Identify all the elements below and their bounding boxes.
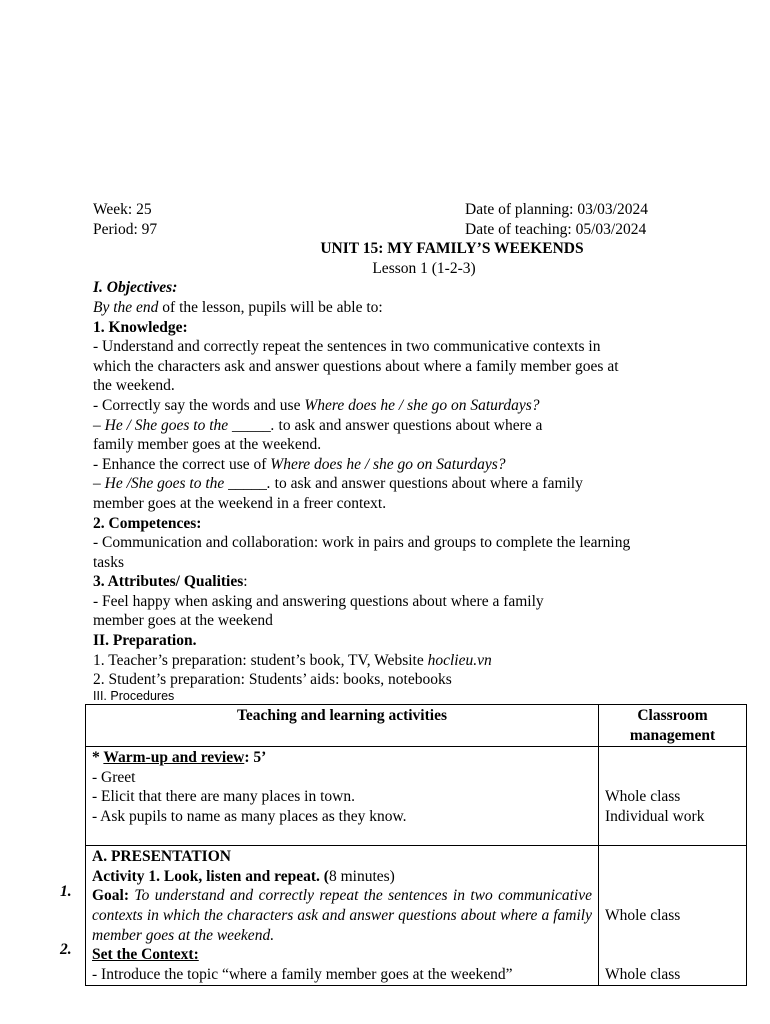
date-planning: Date of planning: 03/03/2024 [465, 201, 648, 218]
presentation-heading: A. PRESENTATION [92, 848, 231, 866]
table-header-row [86, 705, 747, 747]
lesson-label: Lesson 1 (1-2-3) [372, 259, 476, 277]
list-item: - Greet [92, 768, 136, 786]
list-item: - Elicit that there are many places in town. [92, 788, 355, 806]
procedures-label: III. Procedures [93, 688, 175, 703]
knowledge-heading: 1. Knowledge: [93, 318, 188, 336]
warmup-row [86, 747, 747, 846]
activities-header: Teaching and learning activities [86, 705, 599, 747]
context-label: Set the Context: [92, 946, 199, 964]
list-item: - Ask pupils to name as many places as they know. [92, 807, 407, 825]
knowledge-item-2: - Correctly say the words and use Where does he / she go on Saturdays? – He / She goes to the _____. to ask and answer questions about where a family member goes at the weekend. [93, 396, 543, 454]
goal-text: Goal: To understand and correctly repeat the sentences in two communicative contexts in which the characters ask and answer questions about where a family member goes at the weekend. [92, 887, 592, 944]
knowledge-item-1: - Understand and correctly repeat the sentences in two communicative contexts in which the characters ask and answer questions about where a family member goes at the weekend. [93, 338, 619, 395]
presentation-management: Whole class Whole class [599, 846, 747, 986]
presentation-row [86, 846, 747, 986]
warmup-cell [86, 747, 599, 846]
student-preparation: 2. Student’s preparation: Students’ aids: books, notebooks [93, 671, 452, 689]
competences-heading: 2. Competences: [93, 514, 202, 532]
header-row-2 [93, 220, 733, 240]
date-teaching: Date of teaching: 05/03/2024 [465, 220, 647, 238]
lesson-plan-page [93, 200, 733, 704]
presentation-cell [86, 846, 599, 986]
competence-item-1: - Communication and collaboration: work in pairs and groups to complete the learning tasks [93, 534, 631, 571]
procedures-table [85, 704, 747, 986]
week-label: Week: 25 [93, 201, 152, 218]
attribute-item-1: - Feel happy when asking and answering questions about where a family member goes at the weekend [93, 592, 544, 630]
list-number-2: 2. [60, 941, 72, 958]
objectives-heading: I. Objectives: [93, 279, 178, 297]
teacher-preparation: 1. Teacher’s preparation: student’s book, TV, Website hoclieu.vn [93, 651, 492, 669]
activity-1-title: Activity 1. Look, listen and repeat. (8 minutes) [92, 867, 395, 885]
period-label: Period: 97 [93, 220, 158, 238]
list-number-1: 1. [60, 883, 72, 900]
objectives-intro: By the end of the lesson, pupils will be able to: [93, 298, 383, 316]
header-row-1 [93, 200, 733, 220]
management-header: Classroom management [599, 705, 747, 747]
preparation-heading: II. Preparation. [93, 632, 197, 650]
attributes-heading: 3. Attributes/ Qualities: [93, 573, 248, 591]
knowledge-item-3: - Enhance the correct use of Where does he / she go on Saturdays? – He /She goes to the _____. to ask and answer questions about where a family member goes at the weekend in a freer context. [93, 455, 583, 512]
list-item: - Introduce the topic “where a family member goes at the weekend” [92, 965, 513, 983]
warmup-management: Whole class Individual work [599, 747, 747, 846]
unit-title: UNIT 15: MY FAMILY’S WEEKENDS [320, 240, 584, 258]
warmup-title: * Warm-up and review: 5’ [92, 749, 267, 767]
